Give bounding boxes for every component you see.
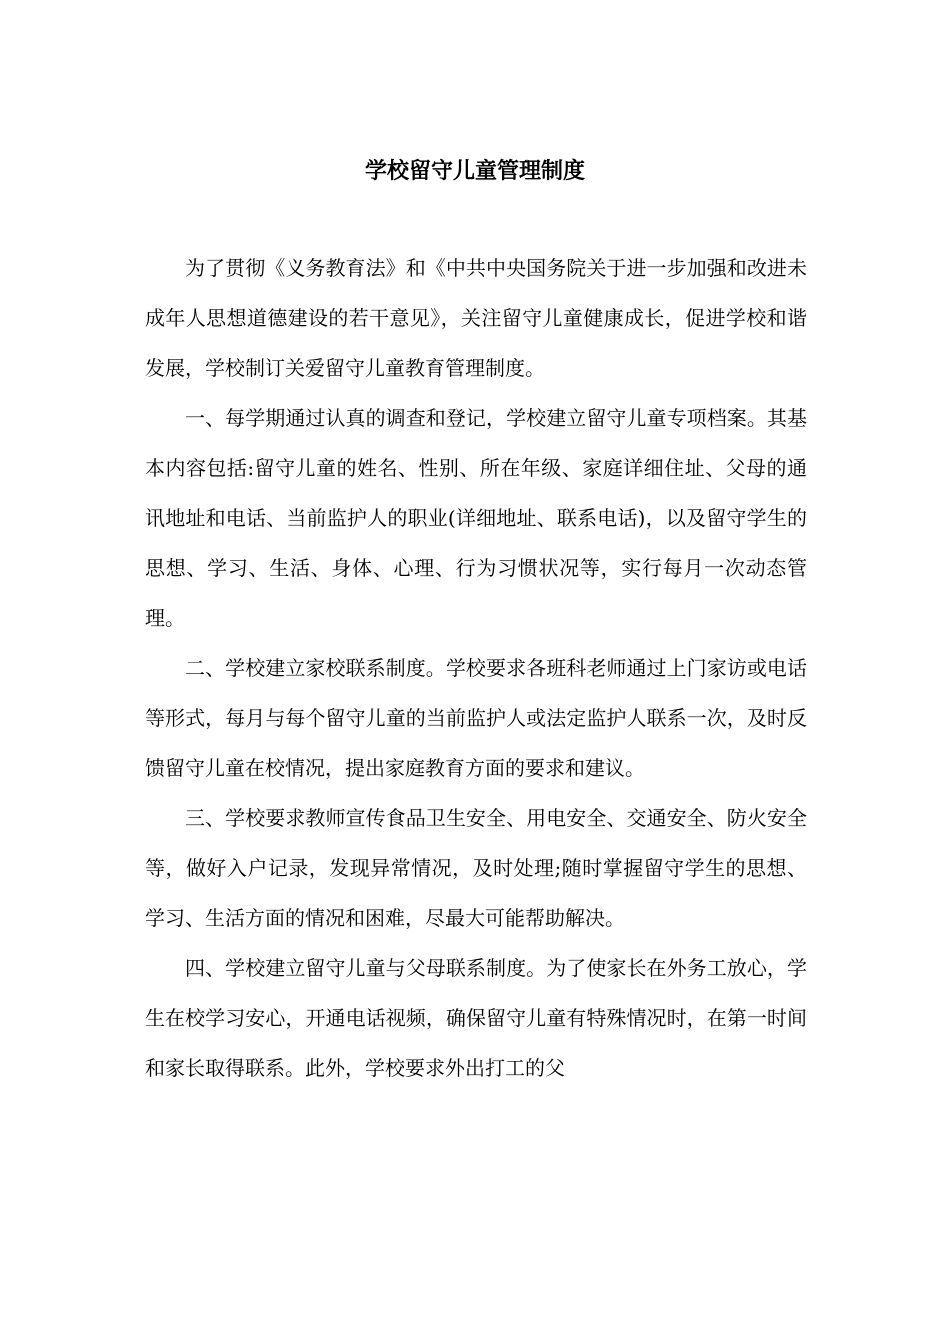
paragraph-3: 三、学校要求教师宣传食品卫生安全、用电安全、交通安全、防火安全等，做好入户记录，发现异常情况，及时处理;随时掌握留守学生的思想、学习、生活方面的情况和困难，尽最大可能帮助解决。 xyxy=(145,806,807,930)
intro-paragraph: 为了贯彻《义务教育法》和《中共中央国务院关于进一步加强和改进未成年人思想道德建设的若干意见》，关注留守儿童健康成长，促进学校和谐发展，学校制订关爱留守儿童教育管理制度。 xyxy=(145,256,807,380)
paragraph-4: 四、学校建立留守儿童与父母联系制度。为了使家长在外务工放心，学生在校学习安心，开通电话视频，确保留守儿童有特殊情况时，在第一时间和家长取得联系。此外，学校要求外出打工的父 xyxy=(145,956,807,1080)
paragraph-2: 二、学校建立家校联系制度。学校要求各班科老师通过上门家访或电话等形式，每月与每个留守儿童的当前监护人或法定监护人联系一次，及时反馈留守儿童在校情况，提出家庭教育方面的要求和建议。 xyxy=(145,656,807,780)
document-body xyxy=(145,243,807,1093)
document-title: 学校留守儿童管理制度 xyxy=(364,159,585,184)
paragraph-1: 一、每学期通过认真的调查和登记，学校建立留守儿童专项档案。其基本内容包括:留守儿童的姓名、性别、所在年级、家庭详细住址、父母的通讯地址和电话、当前监护人的职业(详细地址、联系电话)，以及留守学生的思想、学习、生活、身体、心理、行为习惯状况等，实行每月一次动态管理。 xyxy=(145,406,807,630)
